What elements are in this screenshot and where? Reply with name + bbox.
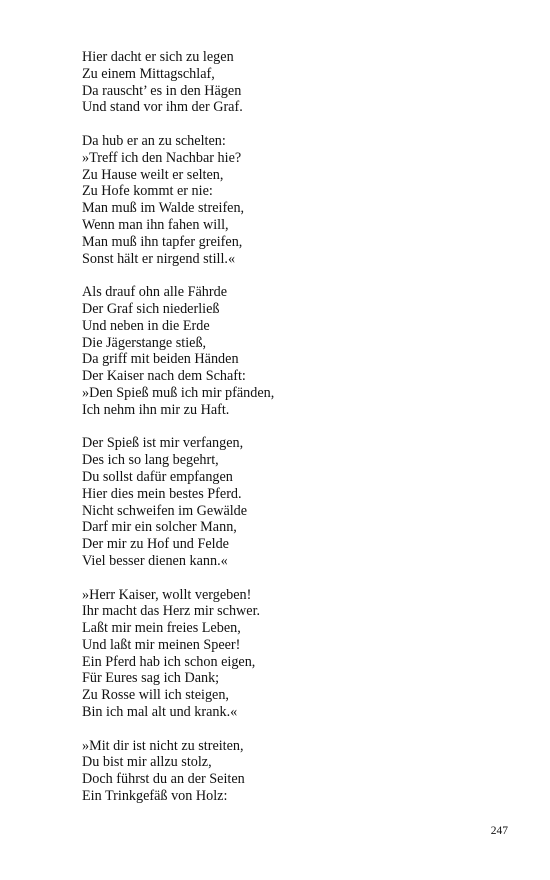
- verse-line: »Herr Kaiser, wollt vergeben!: [82, 586, 252, 603]
- verse-line: Und neben in die Erde: [82, 317, 210, 334]
- verse-line: Nicht schweifen im Gewälde: [82, 502, 248, 519]
- verse-line: Du sollst dafür empfangen: [82, 468, 233, 485]
- verse-line: Viel besser dienen kann.«: [82, 552, 228, 569]
- verse-line: Für Eures sag ich Dank;: [82, 670, 220, 687]
- verse-line: Du bist mir allzu stolz,: [82, 754, 212, 771]
- stanza-5: [82, 587, 522, 721]
- page-number: 247: [490, 825, 508, 837]
- verse-line: Sonst hält er nirgend still.«: [82, 250, 236, 267]
- verse-line: Da rauscht’ es in den Hägen: [82, 82, 242, 99]
- verse-line: Hier dacht er sich zu legen: [82, 49, 234, 65]
- stanza-1: [82, 49, 522, 116]
- verse-line: Ich nehm ihn mir zu Haft.: [82, 401, 230, 418]
- stanza-6: [82, 738, 522, 805]
- verse-line: Man muß im Walde streifen,: [82, 200, 245, 217]
- verse-line: Laßt mir mein freies Leben,: [82, 620, 241, 637]
- verse-line: Hier dies mein bestes Pferd.: [82, 485, 242, 502]
- verse-line: »Den Spieß muß ich mir pfänden,: [82, 384, 275, 401]
- verse-line: Zu Hofe kommt er nie:: [82, 183, 213, 200]
- verse-line: Wenn man ihn fahen will,: [82, 216, 229, 233]
- verse-line: Ihr macht das Herz mir schwer.: [82, 603, 261, 620]
- verse-line: Da hub er an zu schelten:: [82, 132, 226, 149]
- verse-line: Zu Rosse will ich steigen,: [82, 687, 229, 704]
- verse-line: Ein Pferd hab ich schon eigen,: [82, 653, 256, 670]
- poem-body: [82, 49, 522, 822]
- verse-line: Darf mir ein solcher Mann,: [82, 519, 237, 536]
- verse-line: Der Graf sich niederließ: [82, 300, 220, 317]
- stanza-2: [82, 133, 522, 267]
- verse-line: Doch führst du an der Seiten: [82, 771, 245, 788]
- stanza-4: [82, 435, 522, 569]
- verse-line: Da griff mit beiden Händen: [82, 351, 239, 368]
- stanza-3: [82, 284, 522, 418]
- verse-line: Zu Hause weilt er selten,: [82, 166, 224, 183]
- verse-line: Man muß ihn tapfer greifen,: [82, 233, 243, 250]
- verse-line: Der Spieß ist mir verfangen,: [82, 435, 244, 452]
- verse-line: Und laßt mir meinen Speer!: [82, 636, 241, 653]
- verse-line: Zu einem Mittagschlaf,: [82, 65, 215, 82]
- verse-line: Ein Trinkgefäß von Holz:: [82, 788, 228, 805]
- verse-line: Und stand vor ihm der Graf.: [82, 99, 243, 116]
- verse-line: Des ich so lang begehrt,: [82, 452, 219, 469]
- verse-line: Die Jägerstange stieß,: [82, 334, 207, 351]
- verse-line: Der Kaiser nach dem Schaft:: [82, 368, 246, 385]
- verse-line: Der mir zu Hof und Felde: [82, 536, 229, 553]
- verse-line: Als drauf ohn alle Fährde: [82, 284, 227, 301]
- verse-line: »Mit dir ist nicht zu streiten,: [82, 737, 244, 754]
- verse-line: Bin ich mal alt und krank.«: [82, 704, 238, 721]
- verse-line: »Treff ich den Nachbar hie?: [82, 149, 242, 166]
